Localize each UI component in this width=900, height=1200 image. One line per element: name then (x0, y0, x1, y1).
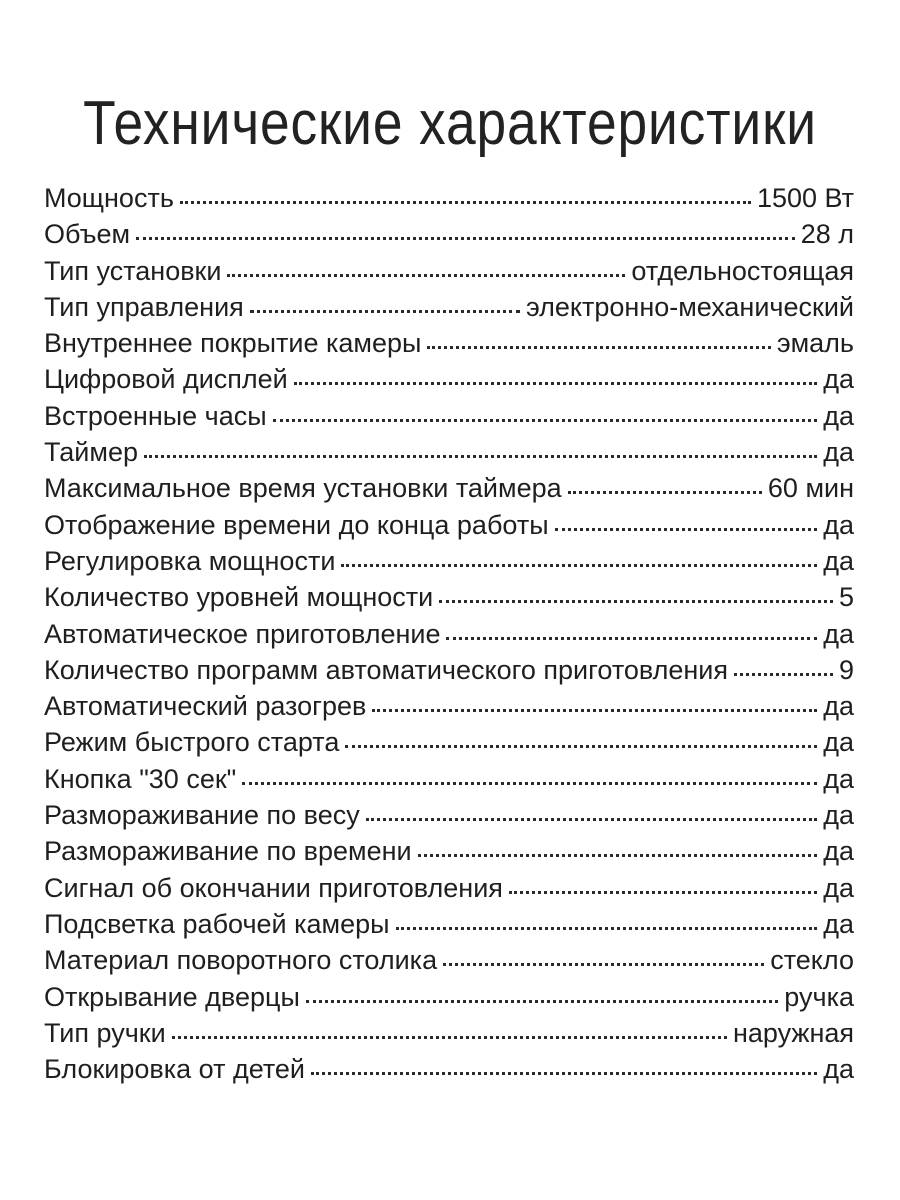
spec-row (44, 906, 854, 942)
spec-row (44, 870, 854, 906)
page-title: Технические характеристики (83, 88, 817, 158)
dot-leader (180, 197, 751, 204)
spec-label: Подсветка рабочей камеры (44, 908, 390, 939)
spec-row (44, 253, 854, 289)
dot-leader (555, 524, 818, 531)
spec-row (44, 652, 854, 688)
dot-leader (418, 850, 818, 857)
spec-value: 1500 Вт (756, 183, 854, 213)
spec-label: Автоматическое приготовление (44, 618, 441, 649)
spec-label: Открывание дверцы (44, 981, 300, 1012)
spec-value: да (823, 400, 854, 431)
spec-row (44, 724, 854, 760)
dot-leader (509, 887, 817, 894)
spec-label: Максимальное время установки таймера (44, 473, 562, 504)
spec-value: да (823, 1054, 854, 1085)
spec-value: да (823, 763, 854, 794)
spec-label: Количество программ автоматического приготовления (44, 654, 729, 685)
spec-value: 5 (838, 582, 854, 613)
spec-row (44, 1051, 854, 1087)
dot-leader (294, 378, 817, 385)
dot-leader (734, 669, 833, 676)
dot-leader (273, 415, 818, 422)
spec-label: Размораживание по весу (44, 800, 360, 831)
spec-value: эмаль (776, 328, 854, 359)
dot-leader (311, 1068, 817, 1075)
spec-label: Объем (44, 219, 131, 250)
spec-row (44, 979, 854, 1015)
dot-leader (396, 923, 818, 930)
spec-label: Тип управления (44, 291, 244, 322)
spec-value: да (823, 872, 854, 903)
spec-value: наружная (732, 1017, 854, 1048)
spec-label: Количество уровней мощности (44, 582, 434, 613)
spec-value: электронно-механический (525, 291, 854, 322)
spec-label: Автоматический разогрев (44, 691, 367, 722)
dot-leader (144, 451, 817, 458)
spec-row (44, 470, 854, 506)
spec-row (44, 543, 854, 579)
dot-leader (242, 778, 817, 785)
spec-row (44, 761, 854, 797)
specs-list (44, 180, 854, 1087)
spec-value: да (823, 800, 854, 831)
spec-row (44, 507, 854, 543)
spec-row (44, 361, 854, 397)
dot-leader (439, 596, 833, 603)
spec-value: да (823, 509, 854, 540)
spec-row (44, 688, 854, 724)
spec-label: Отображение времени до конца работы (44, 509, 549, 540)
spec-value: ручка (784, 981, 854, 1012)
spec-row (44, 398, 854, 434)
dot-leader (372, 705, 817, 712)
spec-label: Материал поворотного столика (44, 945, 438, 976)
spec-label: Встроенные часы (44, 400, 267, 431)
dot-leader (306, 996, 778, 1003)
spec-row (44, 797, 854, 833)
spec-row (44, 180, 854, 216)
dot-leader (568, 487, 762, 494)
dot-leader (443, 959, 764, 966)
spec-label: Цифровой дисплей (44, 364, 288, 395)
dot-leader (136, 233, 795, 240)
spec-row (44, 289, 854, 325)
spec-value: да (823, 545, 854, 576)
spec-value: да (823, 618, 854, 649)
spec-value: да (823, 908, 854, 939)
spec-row (44, 942, 854, 978)
spec-label: Сигнал об окончании приготовления (44, 872, 503, 903)
spec-label: Размораживание по времени (44, 836, 412, 867)
spec-label: Тип ручки (44, 1017, 166, 1048)
dot-leader (427, 342, 770, 349)
spec-label: Регулировка мощности (44, 545, 336, 576)
spec-label: Мощность (44, 183, 174, 213)
dot-leader (366, 814, 817, 821)
spec-value: стекло (770, 945, 854, 976)
spec-value: да (823, 691, 854, 722)
spec-row (44, 325, 854, 361)
spec-row (44, 216, 854, 252)
dot-leader (172, 1032, 727, 1039)
dot-leader (345, 741, 817, 748)
spec-value: да (823, 437, 854, 468)
spec-value: отдельностоящая (631, 255, 854, 286)
spec-row (44, 833, 854, 869)
dot-leader (341, 560, 817, 567)
spec-label: Кнопка "30 сек" (44, 763, 237, 794)
dot-leader (446, 633, 817, 640)
spec-value: да (823, 727, 854, 758)
spec-value: да (823, 836, 854, 867)
spec-value: 60 мин (767, 473, 854, 504)
spec-label: Блокировка от детей (44, 1054, 306, 1085)
spec-value: 28 л (800, 219, 854, 250)
spec-row (44, 616, 854, 652)
dot-leader (250, 306, 520, 313)
spec-label: Внутреннее покрытие камеры (44, 328, 422, 359)
spec-value: да (823, 364, 854, 395)
spec-row (44, 1015, 854, 1051)
dot-leader (227, 270, 625, 277)
spec-label: Режим быстрого старта (44, 727, 340, 758)
spec-value: 9 (838, 654, 854, 685)
spec-row (44, 579, 854, 615)
spec-row (44, 434, 854, 470)
spec-label: Тип установки (44, 255, 222, 286)
spec-label: Таймер (44, 437, 138, 468)
